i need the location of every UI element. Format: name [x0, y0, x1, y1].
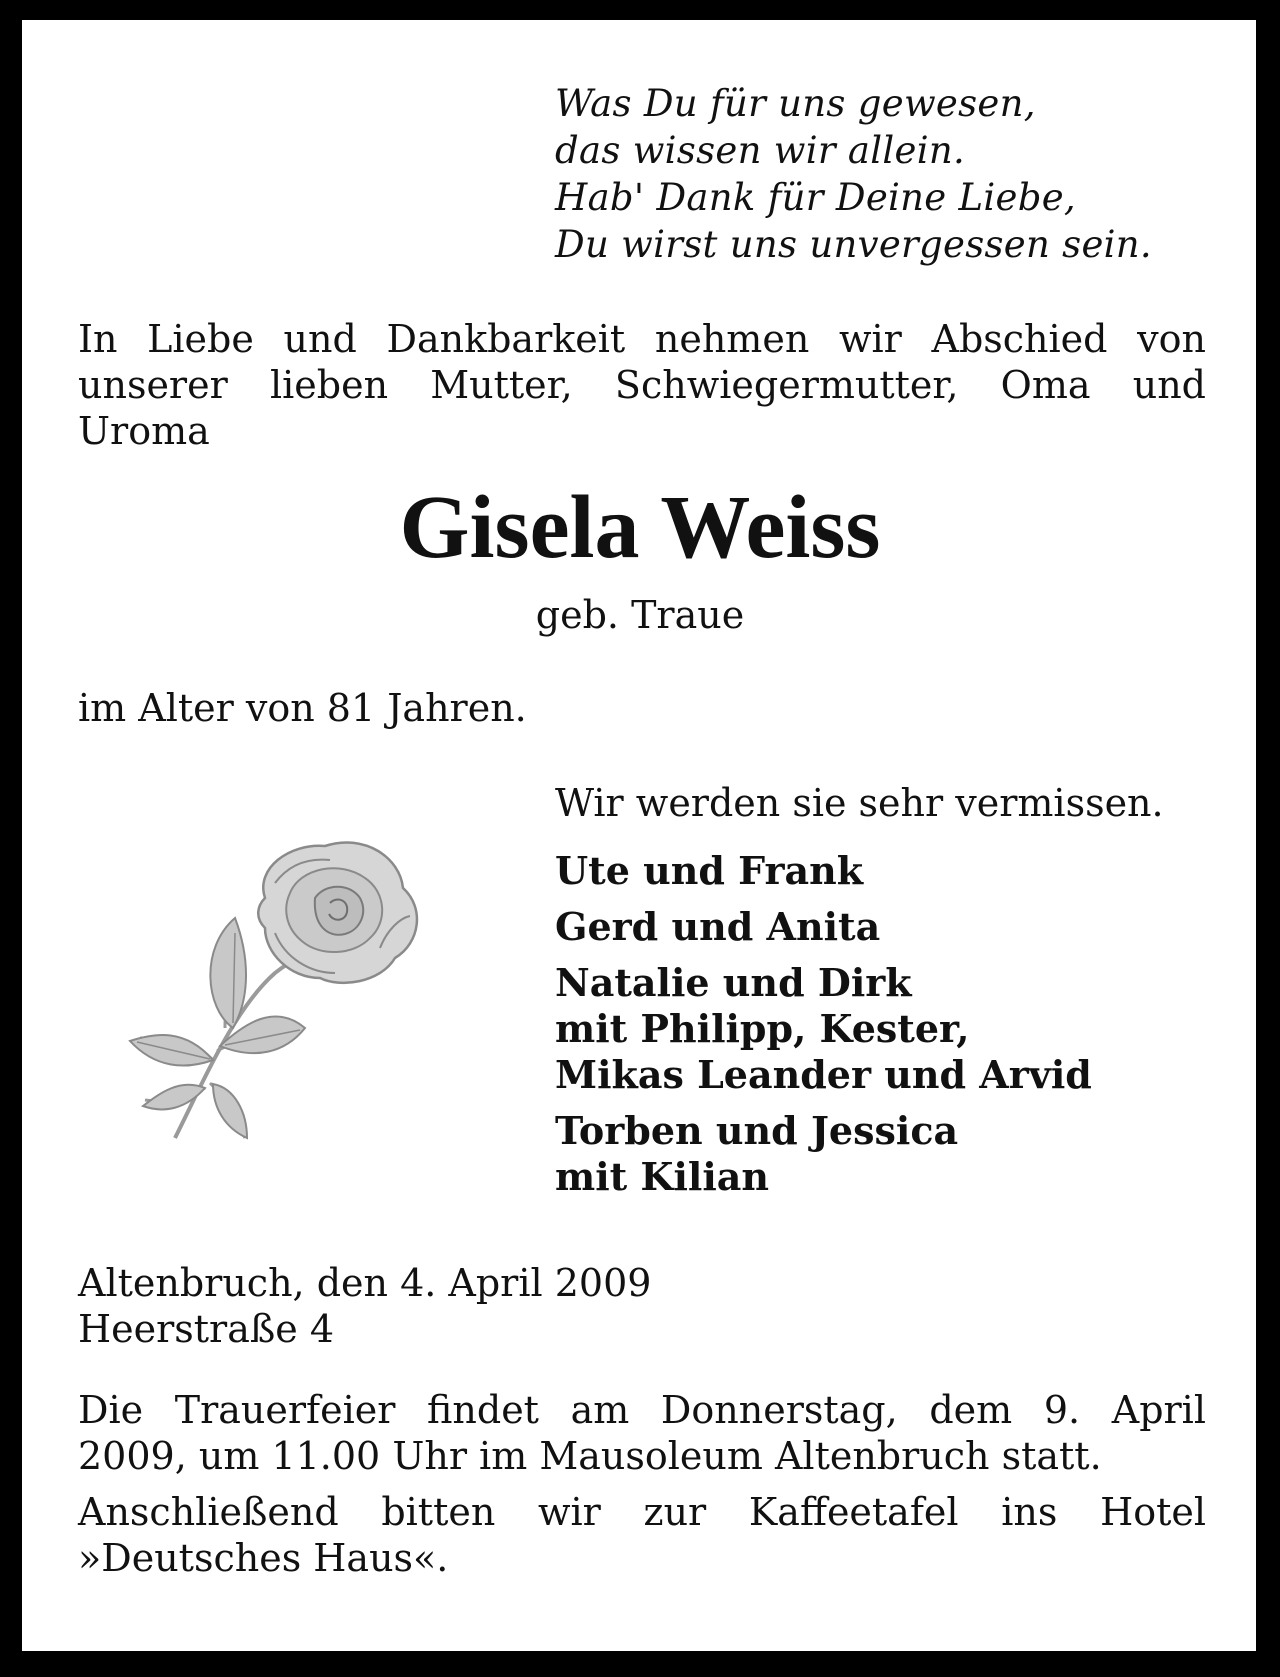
closing-line: Wir werden sie sehr vermissen. [555, 781, 1164, 825]
poem-line: das wissen wir allein. [555, 129, 966, 172]
mourner-line: mit Philipp, Kester, [555, 1006, 970, 1051]
intro-line: In Liebe und Dankbarkeit nehmen wir Abschied von [78, 317, 1206, 361]
funeral-service-line: 2009, um 11.00 Uhr im Mausoleum Altenbruch statt. [78, 1434, 1102, 1478]
mourner-group [555, 904, 1092, 950]
funeral-service [78, 1387, 1206, 1479]
mourner-line: Mikas Leander und Arvid [555, 1052, 1092, 1097]
place-and-date [78, 1260, 651, 1352]
mourner-line: Natalie und Dirk [555, 960, 912, 1005]
intro-line: unserer lieben Mutter, Schwiegermutter, Oma und [78, 363, 1206, 407]
mourner-group [555, 1108, 1092, 1200]
address: Heerstraße 4 [78, 1307, 334, 1351]
funeral-reception [78, 1489, 1206, 1581]
intro-text [78, 316, 1206, 454]
funeral-reception-line: Anschließend bitten wir zur Kaffeetafel ins Hotel [78, 1490, 1206, 1534]
rose-icon [125, 838, 455, 1158]
maiden-name: geb. Traue [535, 593, 745, 637]
mourner-line: Torben und Jessica [555, 1108, 959, 1153]
mourner-line: mit Kilian [555, 1154, 770, 1199]
funeral-info [78, 1387, 1206, 1591]
poem-line: Was Du für uns gewesen, [555, 82, 1036, 125]
poem [555, 80, 1152, 268]
city-date: Altenbruch, den 4. April 2009 [78, 1261, 652, 1305]
poem-line: Du wirst uns unvergessen sein. [555, 223, 1152, 266]
mourner-line: Gerd und Anita [555, 904, 881, 949]
deceased-name: Gisela Weiss [399, 478, 881, 577]
mourner-group [555, 848, 1092, 894]
mourners-list [555, 848, 1092, 1210]
mourner-group [555, 960, 1092, 1098]
poem-line: Hab' Dank für Deine Liebe, [555, 176, 1076, 219]
funeral-reception-line: »Deutsches Haus«. [78, 1536, 449, 1580]
funeral-service-line: Die Trauerfeier findet am Donnerstag, dem 9. April [78, 1388, 1206, 1432]
age-text: im Alter von 81 Jahren. [78, 686, 527, 730]
mourner-line: Ute und Frank [555, 848, 864, 893]
intro-line: Uroma [78, 409, 210, 453]
